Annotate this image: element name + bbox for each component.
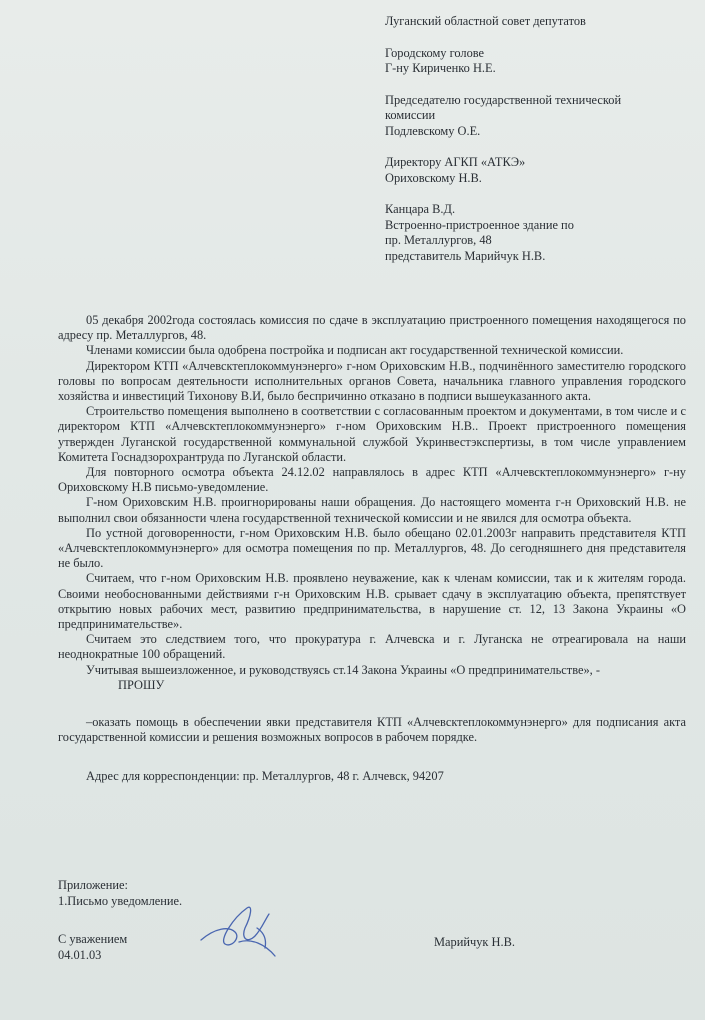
body-paragraph: Членами комиссии была одобрена постройка и подписан акт государственной технической комиссии. [86,343,624,358]
addressee-line: Г-ну Кириченко Н.Е. [385,61,496,75]
addressee-mayor [385,46,685,77]
body-paragraph: Для повторного осмотра объекта 24.12.02 направлялось в адрес КТП «Алчевсктеплокоммунэнерго» г-ну Ориховскому Н.В письмо-уведомление. [58,465,686,495]
letter-body [58,313,686,785]
closing-regards: С уважением [58,932,128,946]
sender-line: пр. Металлургов, 48 [385,233,492,247]
addressee-director [385,155,685,186]
body-paragraph: Строительство помещения выполнено в соответствии с согласованным проектом и документами, в том числе и с директором КТП «Алчевсктеплокоммунэнерго» г-ном Ориховским Н.В.. Проект пристроенного помещения утвержден Луганской государственной коммунальной службой Укринвестэкспертизы, в том числе управлением Комитета Госнадзорохрантруда по Луганской области. [58,404,686,464]
addressee-line: Ориховскому Н.В. [385,170,482,185]
body-paragraph: По устной договоренности, г-ном Ориховским Н.В. было обещано 02.01.2003г направить представителя КТП «Алчевсктеплокоммунэнерго» для осмотра помещения по пр. Металлургов, 48. До сегодняшнего дня представителя не было. [58,525,686,571]
handwritten-signature [195,898,290,968]
annex-item: 1.Письмо уведомление. [58,893,183,908]
addressee-line: комиссии [385,108,436,122]
annex-block [58,878,182,909]
body-paragraph: Считаем это следствием того, что прокуратура г. Алчевска и г. Луганска не отреагировала на наши неоднократные 100 обращений. [58,632,686,662]
body-paragraph: 05 декабря 2002года состоялась комиссия по сдаче в эксплуатацию пристроенного помещения находящегося по адресу пр. Металлургов, 48. [58,313,686,343]
addressee-line: Городскому голове [385,45,485,60]
body-paragraph: Г-ном Ориховским Н.В. проигнорированы наши обращения. До настоящего момента г-н Ориховский Н.В. не выполнил свои обязанности члена государственной технической комиссии и не явился для осмотра объекта. [58,495,686,525]
addressee-line: Луганский областной совет депутатов [385,14,586,28]
correspondence-address: Адрес для корреспонденции: пр. Металлургов, 48 г. Алчевск, 94207 [86,769,444,784]
closing-block [58,932,127,963]
sender-line: Канцара В.Д. [385,202,456,216]
addressee-commission [385,93,685,140]
sender-block [385,202,685,264]
addressee-block [385,14,685,280]
addressee-line: Председателю государственной технической [385,92,622,107]
request-heading: ПРОШУ [118,677,165,692]
sender-line: представитель Марийчук Н.В. [385,248,546,263]
addressee-council [385,14,685,30]
body-paragraph: Директором КТП «Алчевсктеплокоммунэнерго» г-ном Ориховским Н.В., подчинённого заместителю городского головы по вопросам деятельности исполнительных органов Совета, начальника главного управления городского хозяйства и инвестиций Тихонову В.И, было беспричинно отказано в подписи вышеуказанного акта. [58,358,686,404]
addressee-line: Директору АГКП «АТКЭ» [385,155,526,169]
body-paragraph: Считаем, что г-ном Ориховским Н.В. проявлено неуважение, как к членам комиссии, так и к жителям города. Своими необоснованными действиями г-н Ориховским Н.В. срывает сдачу в эксплуатацию объекта, препятствует открытию новых рабочих мест, развитию предпринимательства, в нарушение ст. 12, 13 Закона Украины «О предпринимательстве». [58,571,686,632]
body-paragraph: Учитывая вышеизложенное, и руководствуясь ст.14 Закона Украины «О предпринимательстве», - [86,662,600,677]
annex-title: Приложение: [58,878,128,892]
sender-line: Встроенно-пристроенное здание по [385,217,574,232]
closing-date: 04.01.03 [58,947,102,962]
addressee-line: Подлевскому О.Е. [385,123,481,138]
signer-name: Марийчук Н.В. [434,935,515,949]
request-text: –оказать помощь в обеспечении явки представителя КТП «Алчевсктеплокоммунэнерго» для подписания акта государственной комиссии и решения возможных вопросов в рабочем порядке. [58,715,686,745]
